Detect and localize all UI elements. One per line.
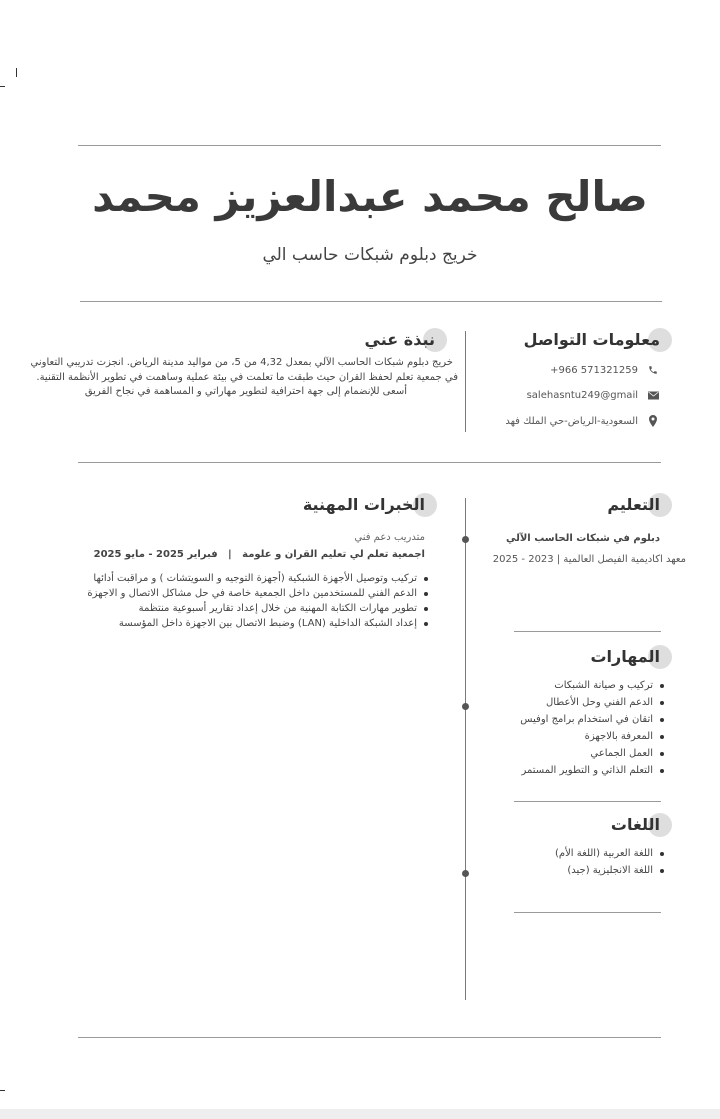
experience-list: [87, 571, 428, 631]
languages-list: [555, 845, 664, 879]
experience-item: الدعم الفني للمستخدمين داخل الجمعية خاصة في حل مشاكل الاتصال و الاجهزة: [87, 586, 428, 601]
page-bottom-edge: [0, 1109, 720, 1119]
about-line: أسعى للإنضمام إلى جهة احترافية لتطوير مهاراتي و المساهمة في نجاح الفريق: [84, 386, 407, 397]
contact-heading: معلومات التواصل: [524, 330, 660, 349]
skill-item: المعرفة بالاجهزة: [520, 728, 664, 745]
languages-divider: [514, 912, 661, 913]
candidate-name: صالح محمد عبدالعزيز محمد: [92, 172, 648, 221]
about-line: خريج دبلوم شبكات الحاسب الآلي بمعدل 4,32 من 5، من مواليد مدينة الرياض. انجزت تدريبي التعاوني: [30, 357, 453, 368]
education-divider: [514, 631, 661, 632]
top-divider: [78, 145, 661, 146]
skill-item: الدعم الفني وحل الأعطال: [520, 694, 664, 711]
timeline-dot: [462, 536, 469, 543]
about-heading: نبذة عني: [365, 330, 435, 349]
experience-item: تطوير مهارات الكتابة المهنية من خلال إعداد تقارير أسبوعية منتظمة: [87, 601, 428, 616]
phone-icon: [646, 363, 660, 377]
skill-item: العمل الجماعي: [520, 745, 664, 762]
experience-role: متدريب دعم فني: [354, 532, 425, 543]
contact-location-row: [505, 412, 660, 430]
experience-item: إعداد الشبكة الداخلية (LAN) وضبط الاتصال بين الاجهزة داخل المؤسسة: [87, 616, 428, 631]
experience-heading: الخبرات المهنية: [303, 495, 425, 514]
skill-item: تركيب و صيانة الشبكات: [520, 677, 664, 694]
timeline-dot: [462, 703, 469, 710]
education-degree: دبلوم في شبكات الحاسب الآلي: [505, 533, 660, 544]
contact-phone[interactable]: +966 571321259: [550, 364, 638, 376]
timeline-line: [465, 498, 466, 1000]
mail-icon: [646, 388, 660, 402]
language-item: اللغة العربية (اللغة الأم): [555, 845, 664, 862]
crop-mark: [0, 86, 5, 87]
section-divider: [78, 462, 661, 463]
header-divider: [80, 301, 662, 302]
education-heading: التعليم: [607, 495, 660, 514]
timeline-dot: [462, 870, 469, 877]
contact-email[interactable]: salehasntu249@gmail: [526, 389, 638, 401]
language-item: اللغة الانجليزية (جيد): [555, 862, 664, 879]
skills-list: [520, 677, 664, 779]
candidate-title: خريج دبلوم شبكات حاسب الي: [262, 245, 478, 265]
contact-email-row: [527, 386, 660, 404]
skill-item: التعلم الذاتي و التطوير المستمر: [520, 762, 664, 779]
experience-org: اجمعية تعلم لي تعليم القران و علومة | فبراير 2025 - مايو 2025: [93, 549, 425, 560]
languages-heading: اللغات: [611, 815, 660, 834]
skill-item: اتقان في استخدام برامج اوفيس: [520, 711, 664, 728]
bottom-divider: [78, 1037, 661, 1038]
contact-location: السعودية-الرياض-حي الملك فهد: [505, 415, 638, 427]
contact-about-separator: [465, 331, 466, 432]
crop-mark: [16, 68, 17, 77]
crop-mark: [0, 1090, 5, 1091]
location-pin-icon: [646, 414, 660, 428]
contact-phone-row: [550, 361, 660, 379]
experience-item: تركيب وتوصيل الأجهزة الشبكية (أجهزة التوجيه و السويتشات ) و مراقبت أدائها: [87, 571, 428, 586]
skills-divider: [514, 801, 661, 802]
skills-heading: المهارات: [590, 647, 660, 666]
about-line: في جمعية تعلم لحفظ القران حيث طبقت ما تعلمت في بيئة عملية وساهمت في تطوير الأنظمة التقنية.: [36, 372, 458, 383]
education-institution: معهد اكاديمية الفيصل العالمية | 2023 - 2025: [492, 554, 686, 565]
